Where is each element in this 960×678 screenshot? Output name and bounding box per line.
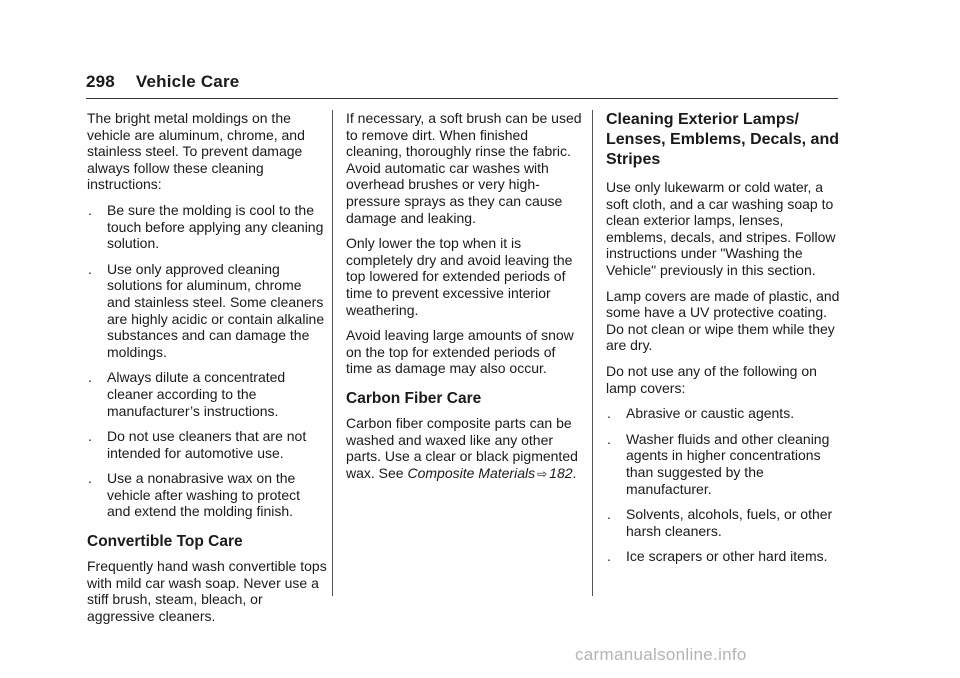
convertible-top-para: Frequently hand wash convertible tops with mild car wash soap. Never use a stiff brush, steam, bleach, or aggressive cleaners.	[87, 558, 327, 624]
composite-materials-link[interactable]: Composite Materials	[407, 464, 536, 481]
column-divider	[332, 110, 333, 596]
list-item: . Always dilute a concentrated cleaner according to the manufacturer’s instructions.	[88, 369, 286, 419]
moldings-intro: The bright metal moldings on the vehicle are aluminum, chrome, and stainless steel. To prevent damage always follow these cleaning instructions:	[87, 110, 305, 193]
list-item: . Use a nonabrasive wax on the vehicle after washing to protect and extend the molding finish.	[88, 470, 300, 520]
lower-top-para: Only lower the top when it is completely dry and avoid leaving the top lowered for extended periods of time to prevent excessive interior weathering.	[346, 235, 573, 318]
carbon-fiber-para: Carbon fiber composite parts can be washed and waxed like any other parts. Use a clear or black pigmented wax. See Composite Materials ⇨ 182.	[346, 414, 578, 481]
column-divider	[592, 110, 593, 596]
list-item: . Washer fluids and other cleaning agents in higher concentrations than suggested by the manufacturer.	[607, 430, 830, 497]
page-header	[86, 72, 239, 92]
section-title: Vehicle Care	[135, 72, 240, 91]
bullet-marker: .	[88, 201, 92, 218]
column-middle	[346, 110, 582, 491]
list-item: . Abrasive or caustic agents.	[607, 405, 795, 422]
exterior-lamps-para: Use only lukewarm or cold water, a soft cloth, and a car washing soap to clean exterior lamps, lenses, emblems, decals, and stripes. Follow instructions under "Washing the Vehicle" previously in this section.	[606, 179, 836, 278]
header-divider	[86, 98, 838, 99]
lamp-covers-bullet-list	[606, 405, 842, 565]
list-item: . Ice scrapers or other hard items.	[607, 548, 828, 565]
bullet-marker: .	[88, 470, 92, 487]
moldings-bullet-list	[87, 202, 327, 520]
page-reference-number[interactable]: 182	[549, 464, 573, 481]
snow-para: Avoid leaving large amounts of snow on the top for extended periods of time as damage may also occur.	[346, 327, 574, 377]
list-item: . Do not use cleaners that are not intended for automotive use.	[88, 428, 307, 461]
column-left	[87, 110, 327, 633]
lamp-covers-warning-intro: Do not use any of the following on lamp covers:	[606, 362, 817, 396]
convertible-top-heading: Convertible Top Care	[87, 533, 243, 551]
bullet-marker: .	[88, 428, 92, 445]
bullet-marker: .	[607, 506, 611, 523]
carbon-fiber-heading: Carbon Fiber Care	[346, 389, 482, 407]
list-item: . Solvents, alcohols, fuels, or other harsh cleaners.	[607, 506, 833, 539]
bullet-marker: .	[607, 405, 611, 422]
list-item: . Be sure the molding is cool to the touch before applying any cleaning solution.	[88, 201, 324, 252]
exterior-lamps-heading: Cleaning Exterior Lamps/ Lenses, Emblems, Decals, and Stripes	[606, 111, 839, 168]
bullet-marker: .	[607, 430, 611, 447]
bullet-marker: .	[88, 369, 92, 386]
lamp-covers-para: Lamp covers are made of plastic, and some have a UV protective coating. Do not clean or wipe them while they are dry.	[606, 287, 840, 354]
brush-para: If necessary, a soft brush can be used to remove dirt. When finished cleaning, thoroughly rinse the fabric. Avoid automatic car washes with overhead brushes or very high-pressure sprays as they can cause damage and leaking.	[346, 110, 582, 226]
page-number: 298	[86, 72, 115, 91]
bullet-marker: .	[607, 548, 611, 565]
watermark: carmanualsonline.info	[575, 645, 747, 664]
page-reference-arrow-icon: ⇨	[537, 466, 548, 481]
list-item: . Use only approved cleaning solutions for aluminum, chrome and stainless steel. Some cleaners are highly acidic or contain alkaline substances and can damage the moldings.	[88, 260, 325, 360]
bullet-marker: .	[88, 260, 92, 277]
column-right	[606, 110, 842, 574]
